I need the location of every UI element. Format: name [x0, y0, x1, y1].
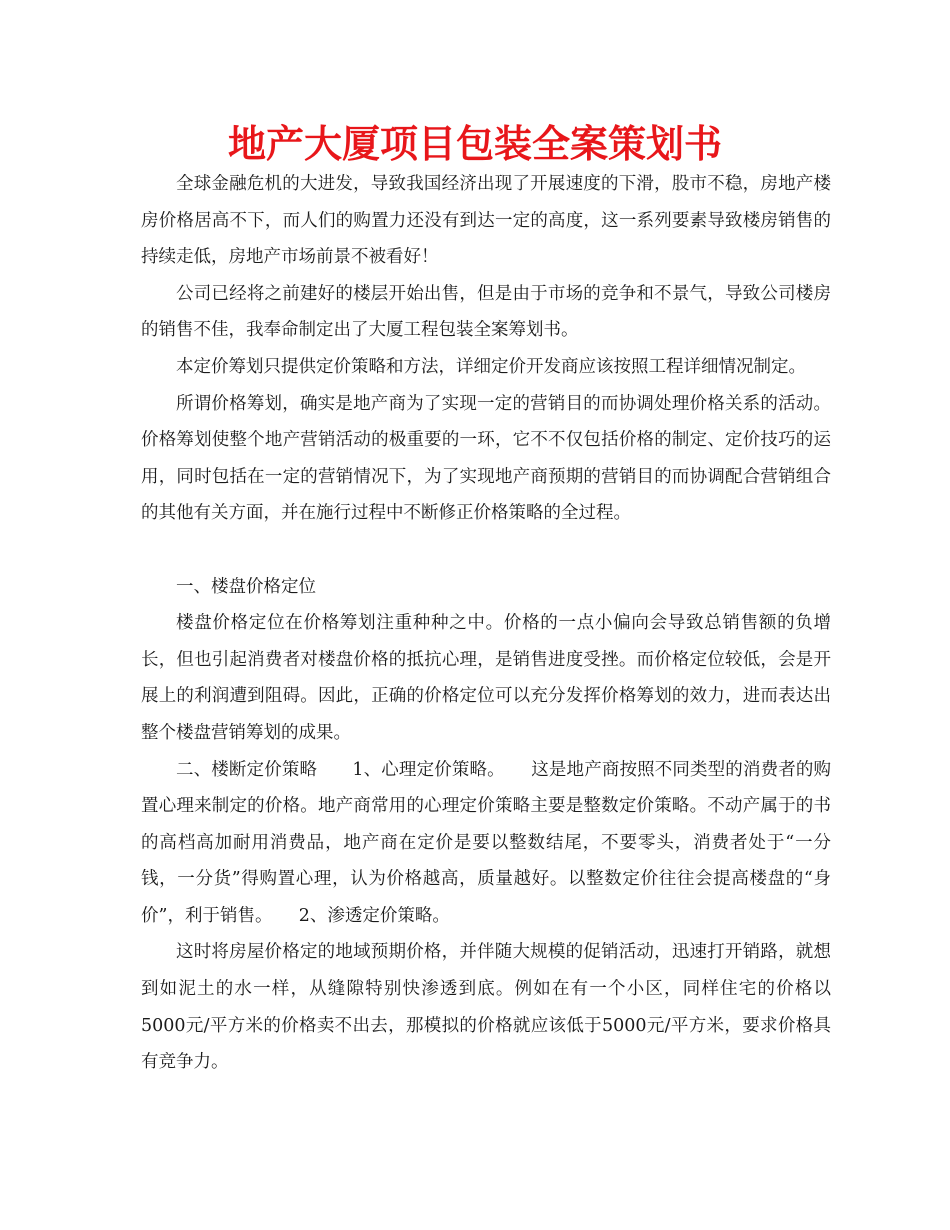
blank-line	[141, 532, 831, 569]
penetration-paragraph: 这时将房屋价格定的地域预期价格，并伴随大规模的促销活动，迅速打开销路，就想到如泥土的水一样，从缝隙特别快渗透到底。例如在有一个小区，同样住宅的价格以5000元/平方米的价格卖不出去，那模拟的价格就应该低于5000元/平方米，要求价格具有竞争力。	[141, 942, 831, 1073]
positioning-paragraph: 楼盘价格定位在价格筹划注重种种之中。价格的一点小偏向会导致总销售额的负增长，但也引起消费者对楼盘价格的抵抗心理，是销售进度受挫。而价格定位较低，会是开展上的利润遭到阻碍。因此，正确的价格定位可以充分发挥价格筹划的效力，进而表达出整个楼盘营销筹划的成果。	[141, 613, 831, 743]
company-paragraph: 公司已经将之前建好的楼层开始出售，但是由于市场的竞争和不景气，导致公司楼房的销售不佳，我奉命制定出了大厦工程包装全案筹划书。	[141, 283, 831, 341]
pricing-scope-paragraph: 本定价筹划只提供定价策略和方法，详细定价开发商应该按照工程详细情况制定。	[176, 356, 806, 377]
price-planning-paragraph: 所谓价格筹划，确实是地产商为了实现一定的营销目的而协调处理价格关系的活动。价格筹划使整个地产营销活动的极重要的一环，它不不仅包括价格的制定、定价技巧的运用，同时包括在一定的营销情况下，为了实现地产商预期的营销目的而协调配合营销组合的其他有关方面，并在施行过程中不断修正价格策略的全过程。	[141, 393, 831, 524]
document-title: 地产大厦项目包装全案策划书	[227, 122, 722, 166]
document-body	[141, 166, 831, 1081]
section-heading-positioning: 一、楼盘价格定位	[176, 576, 316, 597]
intro-paragraph: 全球金融危机的大进发，导致我国经济出现了开展速度的下滑，股市不稳，房地产楼房价格居高不下，而人们的购置力还没有到达一定的高度，这一系列要素导致楼房销售的持续走低，房地产市场前景不被看好！	[141, 174, 831, 268]
strategy-paragraph: 二、楼断定价策略 1、心理定价策略。 这是地产商按照不同类型的消费者的购置心理来制定的价格。地产商常用的心理定价策略主要是整数定价策略。不动产属于的书的高档高加耐用消费品，地产商在定价是要以整数结尾，不要零头，消费者处于“一分钱，一分货”得购置心理，认为价格越高，质量越好。以整数定价往往会提高楼盘的“身价”，利于销售。 2、渗透定价策略。	[141, 759, 831, 926]
